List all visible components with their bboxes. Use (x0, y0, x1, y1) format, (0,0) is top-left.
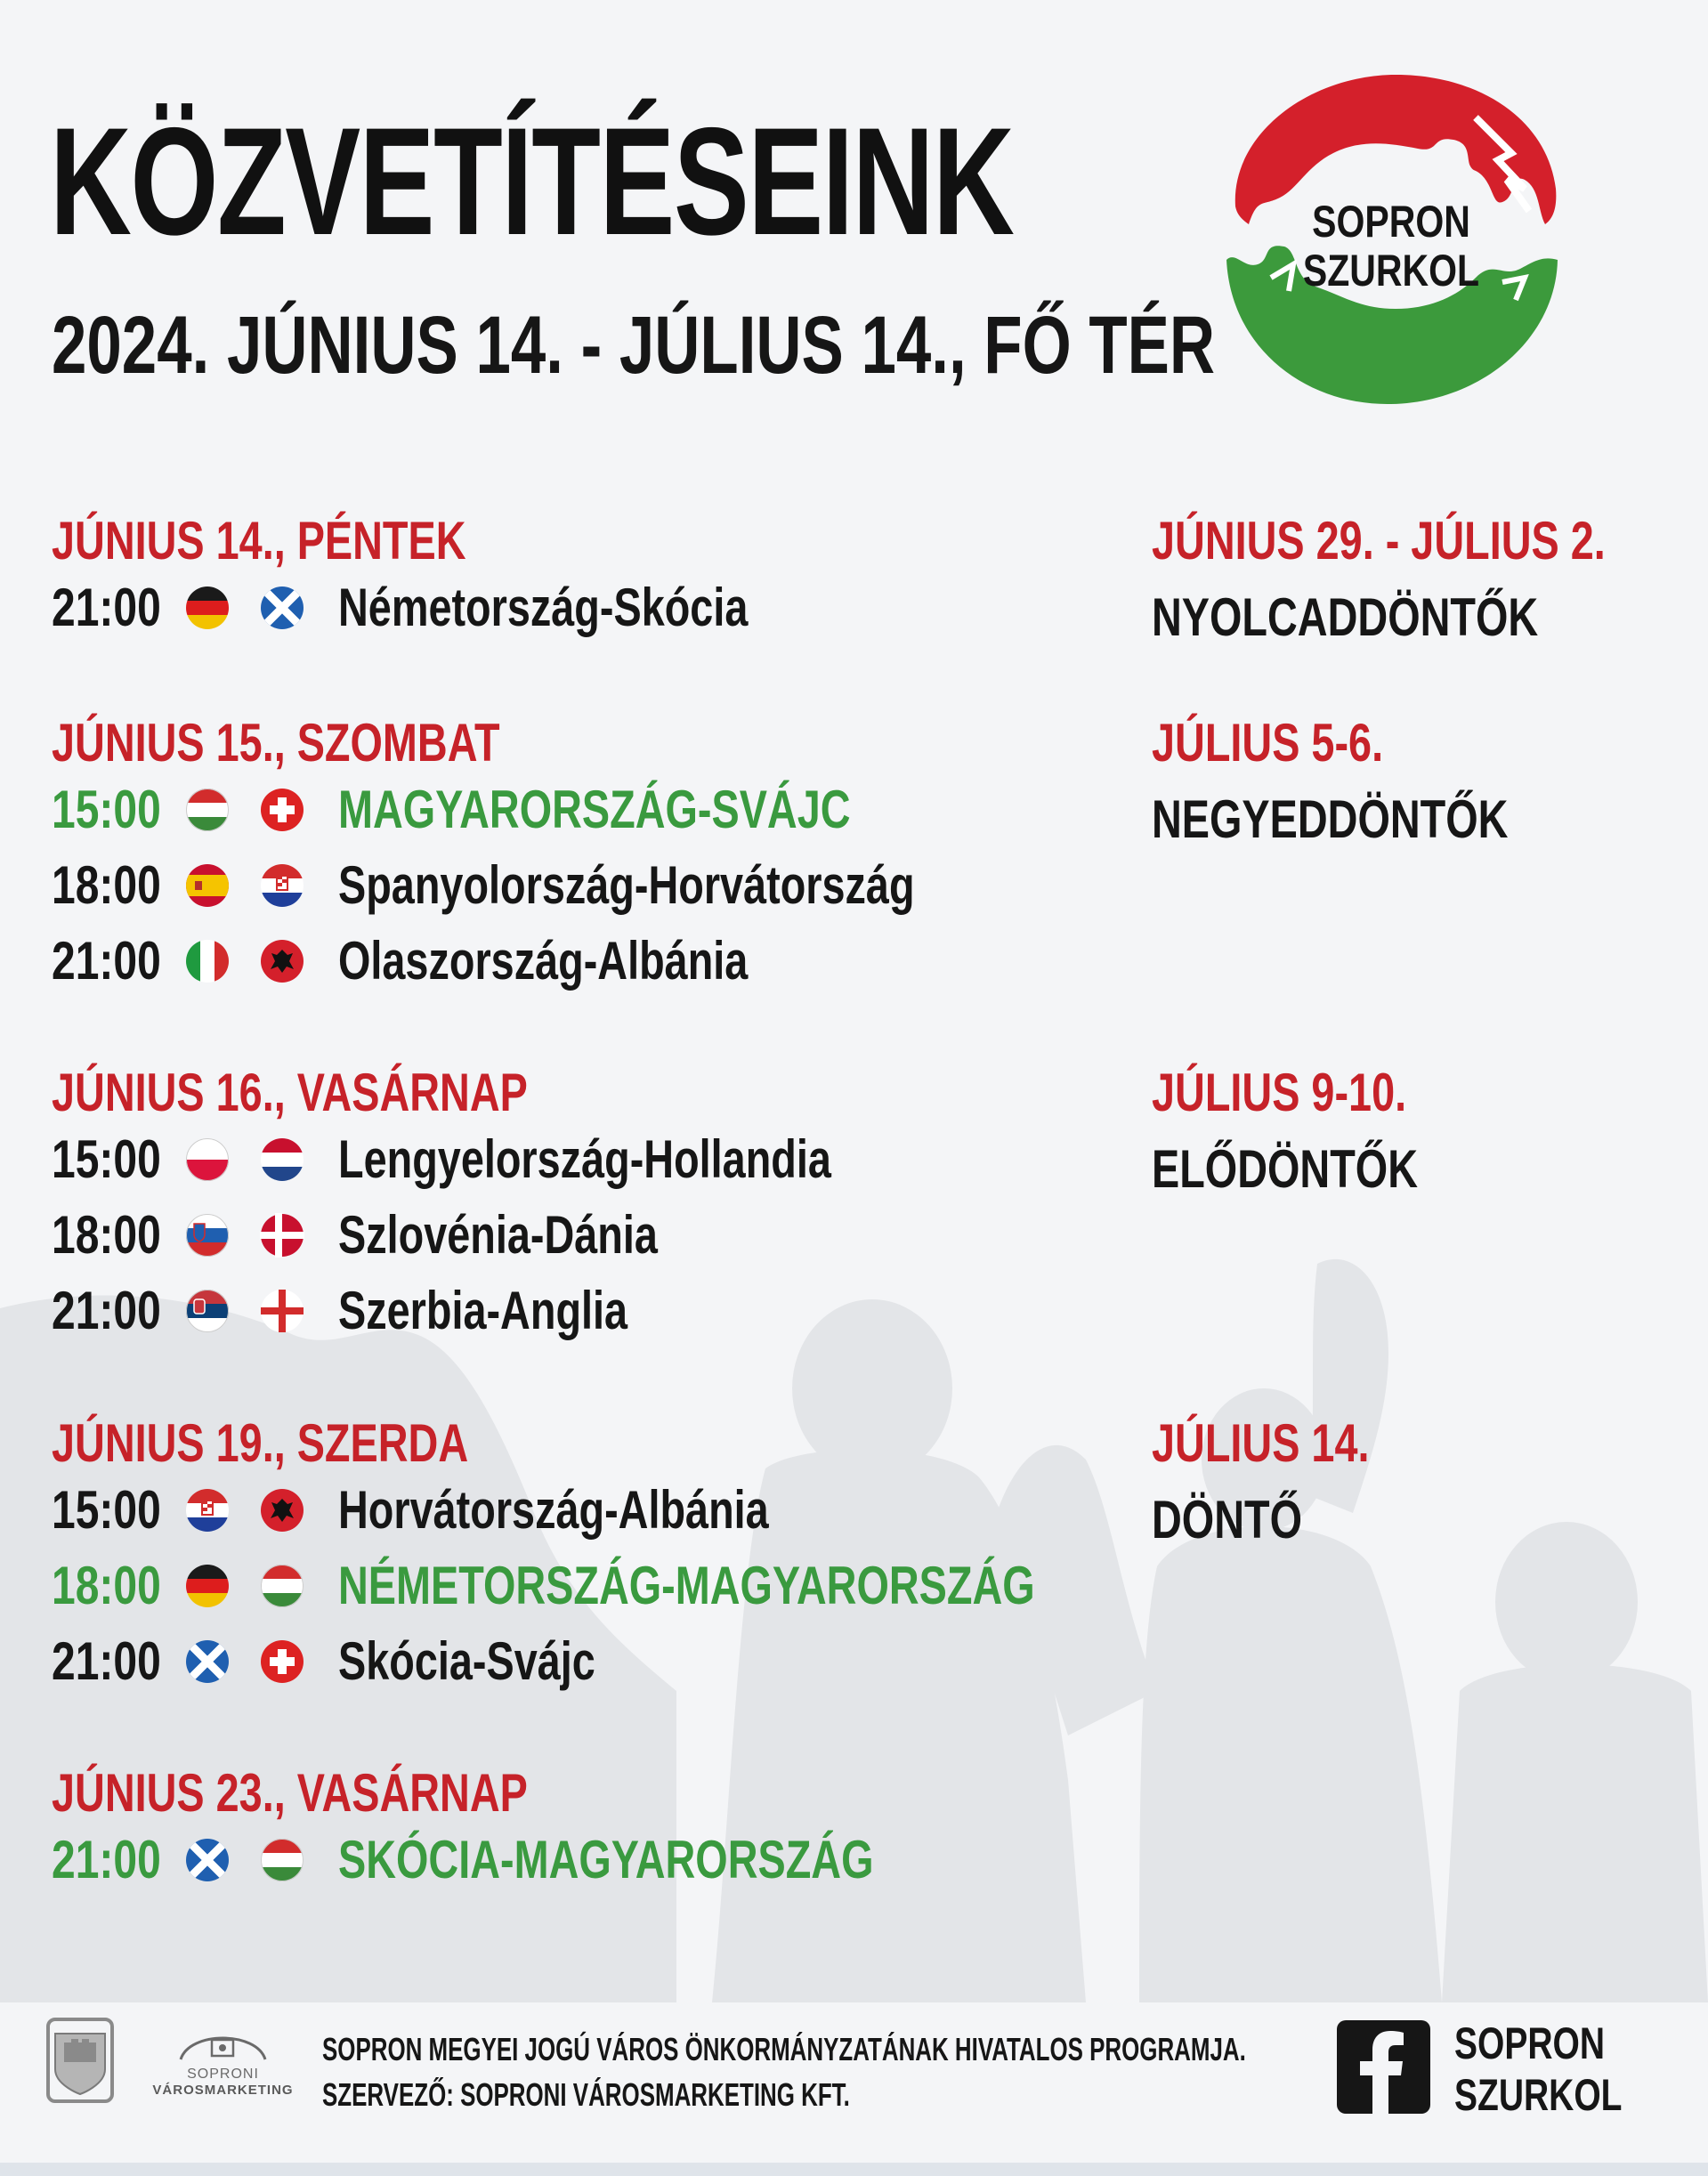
match-teams: Skócia-Svájc (338, 1630, 595, 1691)
knockout-date: JÚLIUS 9-10. (1152, 1063, 1407, 1122)
hungary-flag-icon (185, 788, 230, 832)
match-time: 15:00 (52, 1128, 161, 1189)
facebook-icon[interactable] (1337, 2020, 1430, 2114)
organizer-info (322, 2026, 1246, 2117)
match-teams: Spanyolország-Horvátország (338, 854, 915, 915)
logo-text (1242, 198, 1541, 295)
match-time: 21:00 (52, 930, 161, 991)
organizer-line2: SZERVEZŐ: SOPRONI VÁROSMARKETING KFT. (322, 2076, 850, 2114)
day-heading: JÚNIUS 15., SZOMBAT (52, 713, 500, 773)
serbia-flag-icon (185, 1289, 230, 1333)
organizer-line1: SOPRON MEGYEI JOGÚ VÁROS ÖNKORMÁNYZATÁNAK HIVATALOS PROGRAMJA. (322, 2031, 1246, 2067)
match-teams: Horvátország-Albánia (338, 1479, 769, 1540)
knockout-date: JÚNIUS 29. - JÚLIUS 2. (1152, 511, 1606, 570)
knockout-stage: NEGYEDDÖNTŐK (1152, 789, 1509, 849)
match-time: 21:00 (52, 1280, 161, 1340)
netherlands-flag-icon (260, 1137, 304, 1182)
croatia-flag-icon (260, 863, 304, 908)
hungary-flag-icon (260, 1838, 304, 1882)
knockout-semifinals (1152, 1063, 1493, 1199)
match-time: 18:00 (52, 854, 161, 915)
match-teams: Németország-Skócia (338, 577, 749, 637)
day-block-jun23 (52, 1763, 1024, 1897)
albania-flag-icon (260, 939, 304, 983)
knockout-date: JÚLIUS 14. (1152, 1413, 1370, 1473)
match-time: 15:00 (52, 779, 161, 839)
page-subtitle: 2024. JÚNIUS 14. - JÚLIUS 14., FŐ TÉR (52, 300, 1216, 391)
england-flag-icon (260, 1289, 304, 1333)
slovenia-flag-icon (185, 1213, 230, 1258)
footer (0, 2002, 1708, 2136)
germany-flag-icon (185, 1564, 230, 1608)
switzerland-flag-icon (260, 788, 304, 832)
logo-text-line2: SZURKOL (1302, 246, 1480, 295)
denmark-flag-icon (260, 1213, 304, 1258)
germany-flag-icon (185, 586, 230, 630)
varosmarketing-label-bottom: VÁROSMARKETING (152, 2083, 294, 2098)
albania-flag-icon (260, 1488, 304, 1533)
match-teams: MAGYARORSZÁG-SVÁJC (338, 779, 851, 839)
match-row (52, 1197, 970, 1273)
hungary-flag-icon (260, 1564, 304, 1608)
match-row (52, 1472, 1231, 1548)
match-teams: SKÓCIA-MAGYARORSZÁG (338, 1829, 874, 1889)
match-time: 15:00 (52, 1479, 161, 1540)
knockout-final (1152, 1413, 1430, 1549)
day-heading: JÚNIUS 16., VASÁRNAP (52, 1063, 528, 1122)
day-block-jun15 (52, 713, 1077, 999)
match-row-hungary (52, 772, 1077, 847)
facebook-page-name-line1: SOPRON (1454, 2018, 1606, 2068)
day-block-jun14 (52, 511, 863, 645)
match-time: 18:00 (52, 1555, 161, 1615)
poland-flag-icon (185, 1137, 230, 1182)
match-teams: Szlovénia-Dánia (338, 1204, 658, 1265)
match-time: 21:00 (52, 577, 161, 637)
scotland-flag-icon (185, 1838, 230, 1882)
match-time: 21:00 (52, 1630, 161, 1691)
scotland-flag-icon (185, 1639, 230, 1684)
match-teams: Olaszország-Albánia (338, 930, 749, 991)
match-row (52, 1121, 970, 1197)
facebook-page-name-line2: SZURKOL (1454, 2069, 1623, 2120)
scotland-flag-icon (260, 586, 304, 630)
match-teams: NÉMETORSZÁG-MAGYARORSZÁG (338, 1555, 1035, 1615)
facebook-page-name[interactable] (1454, 2018, 1622, 2121)
day-block-jun19 (52, 1413, 1231, 1699)
match-teams: Szerbia-Anglia (338, 1280, 628, 1340)
varosmarketing-label-top: SOPRONI (187, 2067, 259, 2082)
italy-flag-icon (185, 939, 230, 983)
match-row (52, 923, 1077, 999)
match-row (52, 1623, 1231, 1699)
spain-flag-icon (185, 863, 230, 908)
knockout-stage: ELŐDÖNTŐK (1152, 1139, 1418, 1199)
day-heading: JÚNIUS 23., VASÁRNAP (52, 1763, 528, 1823)
match-row (52, 847, 1077, 923)
match-time: 21:00 (52, 1829, 161, 1889)
knockout-date: JÚLIUS 5-6. (1152, 713, 1384, 773)
match-row (52, 1273, 970, 1348)
page-title: KÖZVETÍTÉSEINK (50, 96, 1014, 267)
switzerland-flag-icon (260, 1639, 304, 1684)
day-heading: JÚNIUS 19., SZERDA (52, 1413, 469, 1473)
day-block-jun16 (52, 1063, 970, 1348)
match-time: 18:00 (52, 1204, 161, 1265)
knockout-round-of-16 (1152, 511, 1708, 647)
match-row-hungary (52, 1822, 1024, 1897)
day-heading: JÚNIUS 14., PÉNTEK (52, 511, 466, 570)
bottom-strip (0, 2163, 1708, 2176)
varosmarketing-label (141, 2067, 305, 2098)
match-row (52, 570, 863, 645)
knockout-stage: DÖNTŐ (1152, 1490, 1302, 1549)
match-teams: Lengyelország-Hollandia (338, 1128, 831, 1189)
city-crest-icon (45, 2016, 116, 2105)
croatia-flag-icon (185, 1488, 230, 1533)
knockout-stage: NYOLCADDÖNTŐK (1152, 587, 1539, 647)
match-row-hungary (52, 1548, 1231, 1623)
logo-text-line1: SOPRON (1312, 197, 1470, 247)
knockout-quarterfinals (1152, 713, 1608, 849)
